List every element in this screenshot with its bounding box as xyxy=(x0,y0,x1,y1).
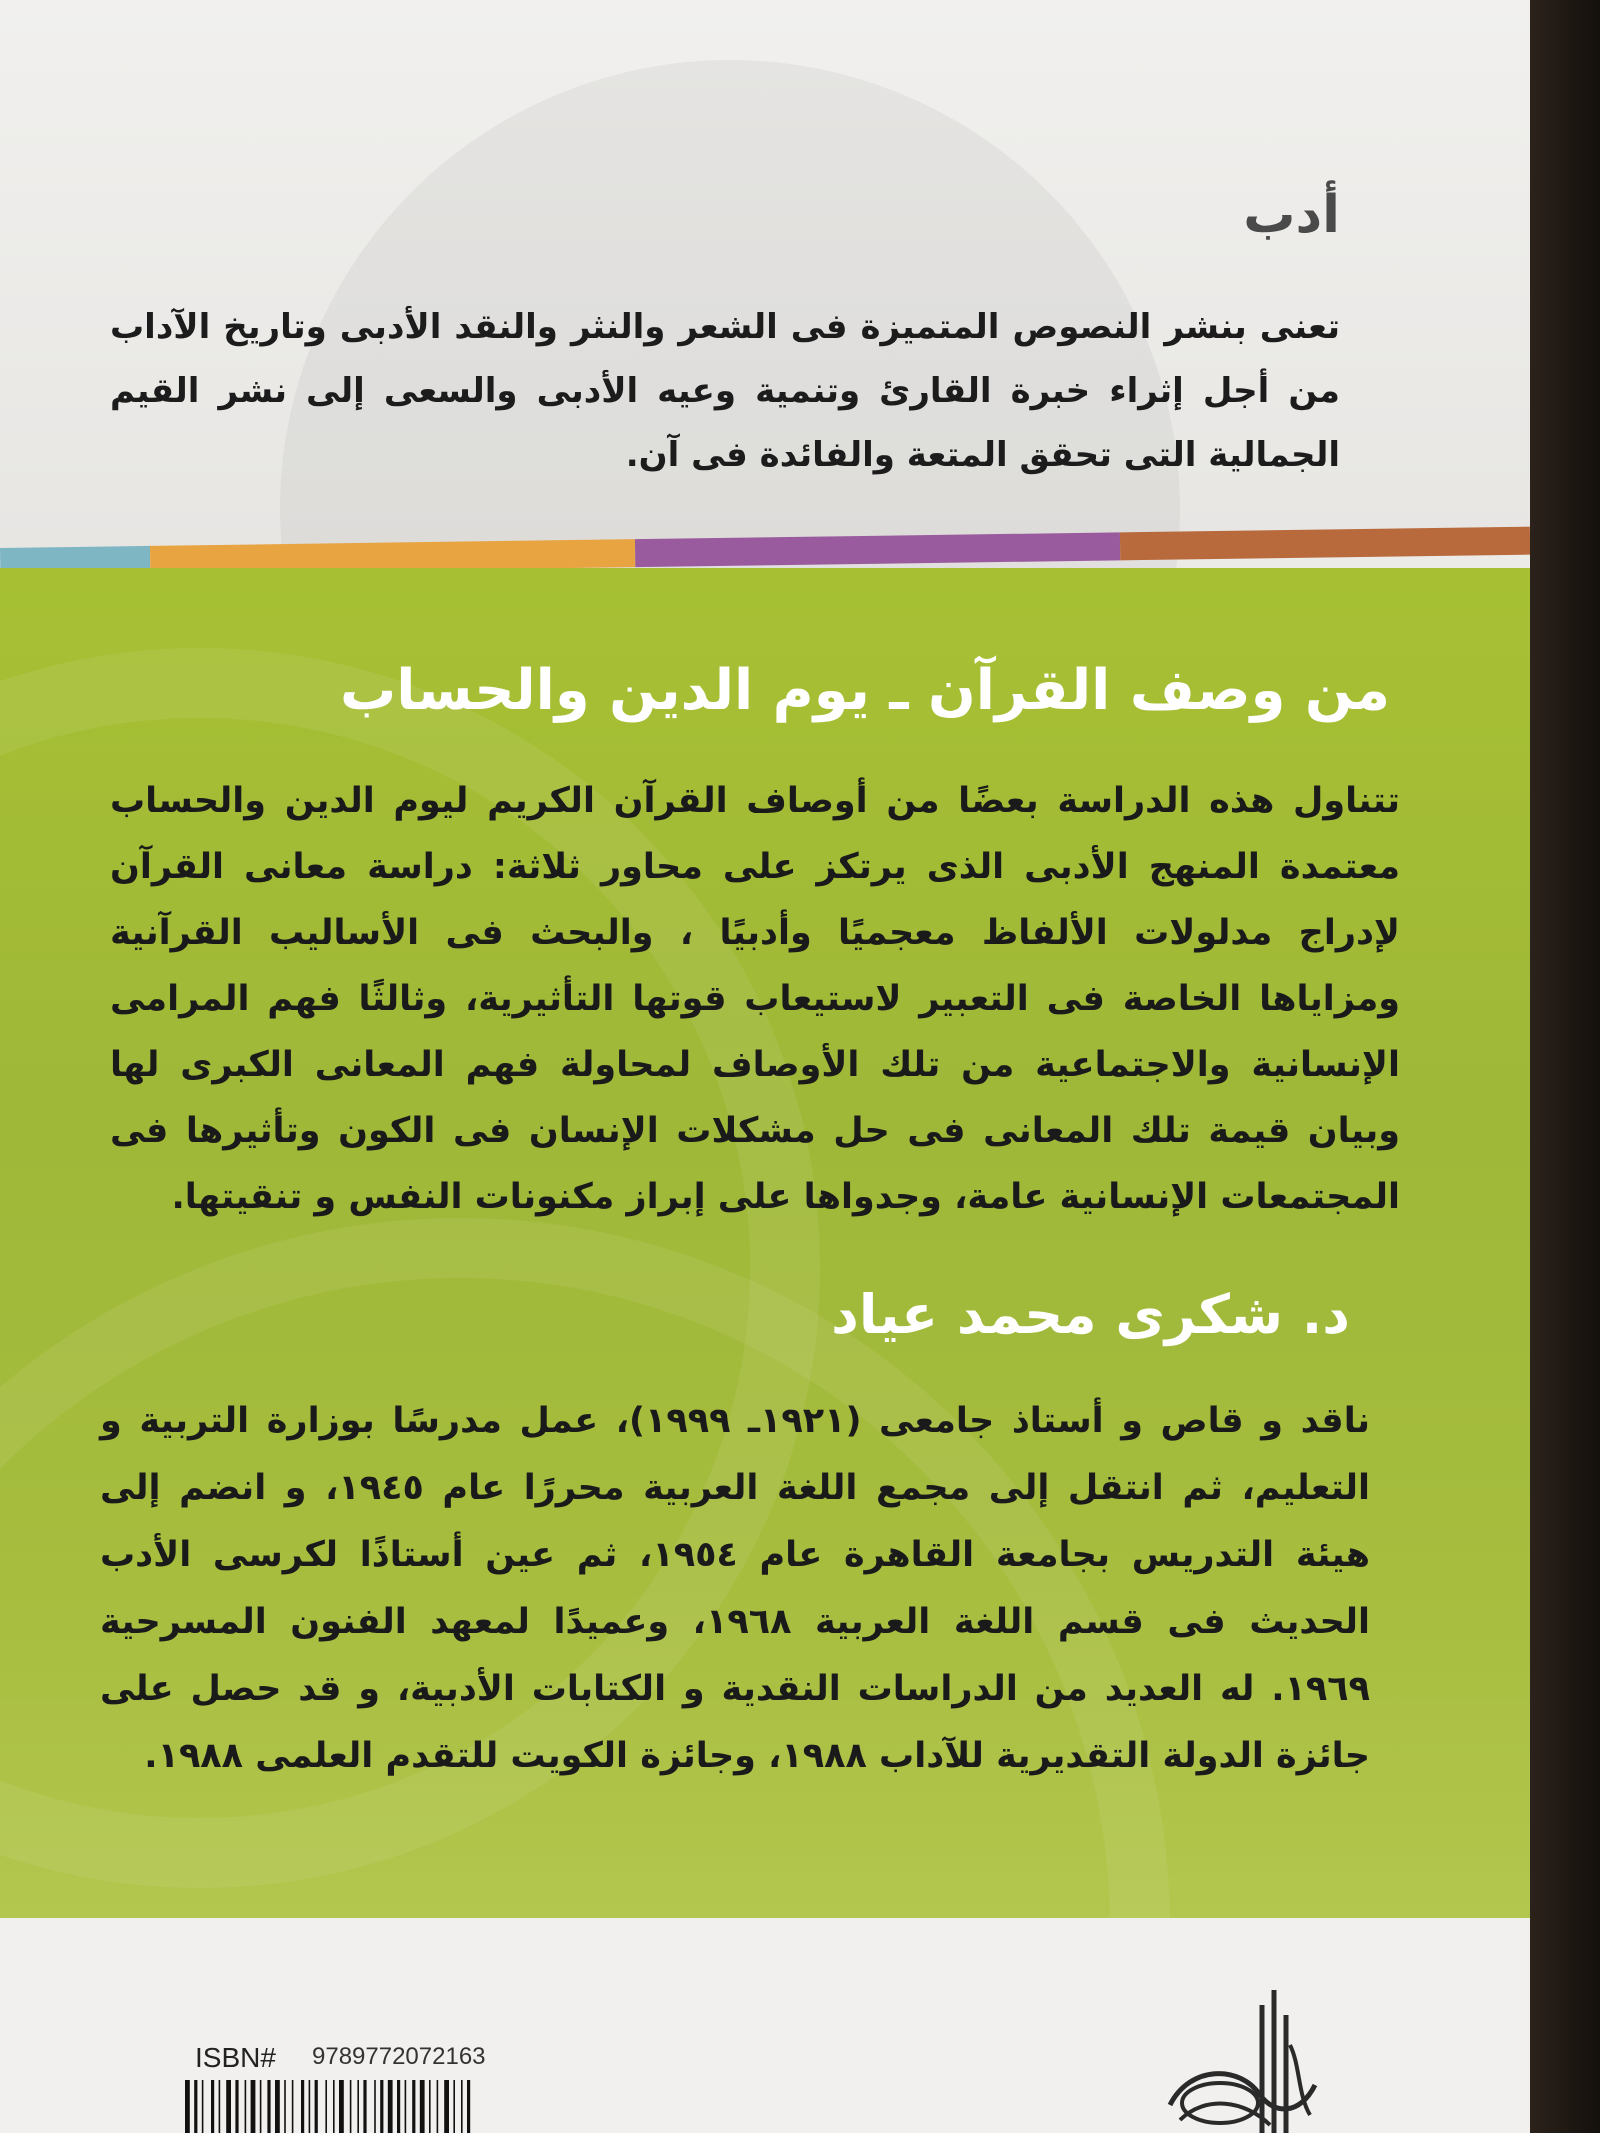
barcode-bar xyxy=(350,2080,352,2133)
barcode-bar xyxy=(309,2080,311,2133)
barcode-bar xyxy=(202,2080,204,2133)
barcode-bar xyxy=(267,2080,270,2133)
barcode-bar xyxy=(301,2080,304,2133)
barcode-bar xyxy=(412,2080,415,2133)
barcode-bar xyxy=(397,2080,400,2133)
barcode-bar xyxy=(226,2080,231,2133)
barcode-icon xyxy=(185,2080,535,2133)
barcode-bar xyxy=(333,2080,335,2133)
stripe-segment-brown xyxy=(1120,527,1530,561)
barcode-bar xyxy=(388,2080,393,2133)
isbn-number: 9789772072163 xyxy=(312,2043,486,2070)
barcode-bar xyxy=(185,2080,190,2133)
barcode-bar xyxy=(380,2080,383,2133)
book-description: تتناول هذه الدراسة بعضًا من أوصاف القرآن الكريم ليوم الدين والحساب معتمدة المنهج الأدبى الذى يرتكز على محاور ثلاثة: دراسة معانى القرآن لإدراج مدلولات الألفاظ معجميًا وأدبيًا ، والبحث فى الأساليب القرآنية ومزاياها الخاصة فى التعبير لاستيعاب قوتها التأثيرية، وثالثًا فهم المرامى الإنسانية والاجتماعية من تلك الأوصاف لمحاولة فهم المعانى الكبرى لها وبيان قيمة تلك المعانى فى حل مشكلات الإنسان فى الكون وتأثيرها فى المجتمعات الإنسانية عامة، وجدواها على إبراز مكنونات النفس و تنقيتها. xyxy=(110,781,1400,1217)
isbn-label: ISBN# xyxy=(195,2042,276,2073)
book-info-panel xyxy=(0,568,1530,1918)
barcode-bar xyxy=(429,2080,431,2133)
author-bio: ناقد و قاص و أستاذ جامعى (١٩٢١ـ ١٩٩٩)، عمل مدرسًا بوزارة التربية و التعليم، ثم انتقل إلى مجمع اللغة العربية محررًا عام ١٩٤٥، و انضم إلى هيئة التدريس بجامعة القاهرة عام ١٩٥٤، ثم عين أستاذًا لكرسى الأدب الحديث فى قسم اللغة العربية ١٩٦٨، وعميدًا لمعهد الفنون المسرحية ١٩٦٩. له العديد من الدراسات النقدية و الكتابات الأدبية، و قد حصل على جائزة الدولة التقديرية للآداب ١٩٨٨، وجائزة الكويت للتقدم العلمى ١٩٨٨. xyxy=(100,1401,1370,1776)
series-description: تعنى بنشر النصوص المتميزة فى الشعر والنثر والنقد الأدبى وتاريخ الآداب من أجل إثراء خبرة القارئ وتنمية وعيه الأدبى والسعى إلى نشر القيم الجمالية التى تحقق المتعة والفائدة فى آن. xyxy=(110,307,1340,475)
barcode-bar xyxy=(405,2080,407,2133)
background-surface xyxy=(1530,0,1600,2133)
barcode-bar xyxy=(420,2080,425,2133)
barcode-bar xyxy=(461,2080,463,2133)
barcode-bar xyxy=(357,2080,359,2133)
barcode-bar xyxy=(292,2080,294,2133)
barcode-bar xyxy=(374,2080,376,2133)
barcode-bar xyxy=(444,2080,449,2133)
series-title: أدب xyxy=(1243,185,1340,245)
barcode-bar xyxy=(219,2080,221,2133)
barcode-bar xyxy=(245,2080,247,2133)
book-title: من وصف القرآن ـ يوم الدين والحساب xyxy=(340,658,1390,723)
author-name: د. شكرى محمد عياد xyxy=(831,1283,1350,1346)
barcode-bar xyxy=(235,2080,238,2133)
barcode-bar xyxy=(211,2080,214,2133)
barcode-bar xyxy=(275,2080,280,2133)
barcode-bar xyxy=(194,2080,197,2133)
barcode-bar xyxy=(437,2080,439,2133)
barcode-bar xyxy=(467,2080,470,2133)
barcode-bar xyxy=(363,2080,366,2133)
calligraphic-seal-icon xyxy=(1150,1985,1325,2133)
barcode-bar xyxy=(325,2080,327,2133)
barcode-bar xyxy=(453,2080,455,2133)
barcode-bar xyxy=(284,2080,286,2133)
barcode-bar xyxy=(339,2080,344,2133)
barcode-bar xyxy=(251,2080,256,2133)
barcode-bar xyxy=(315,2080,318,2133)
barcode-bar xyxy=(260,2080,262,2133)
series-panel xyxy=(0,0,1530,550)
